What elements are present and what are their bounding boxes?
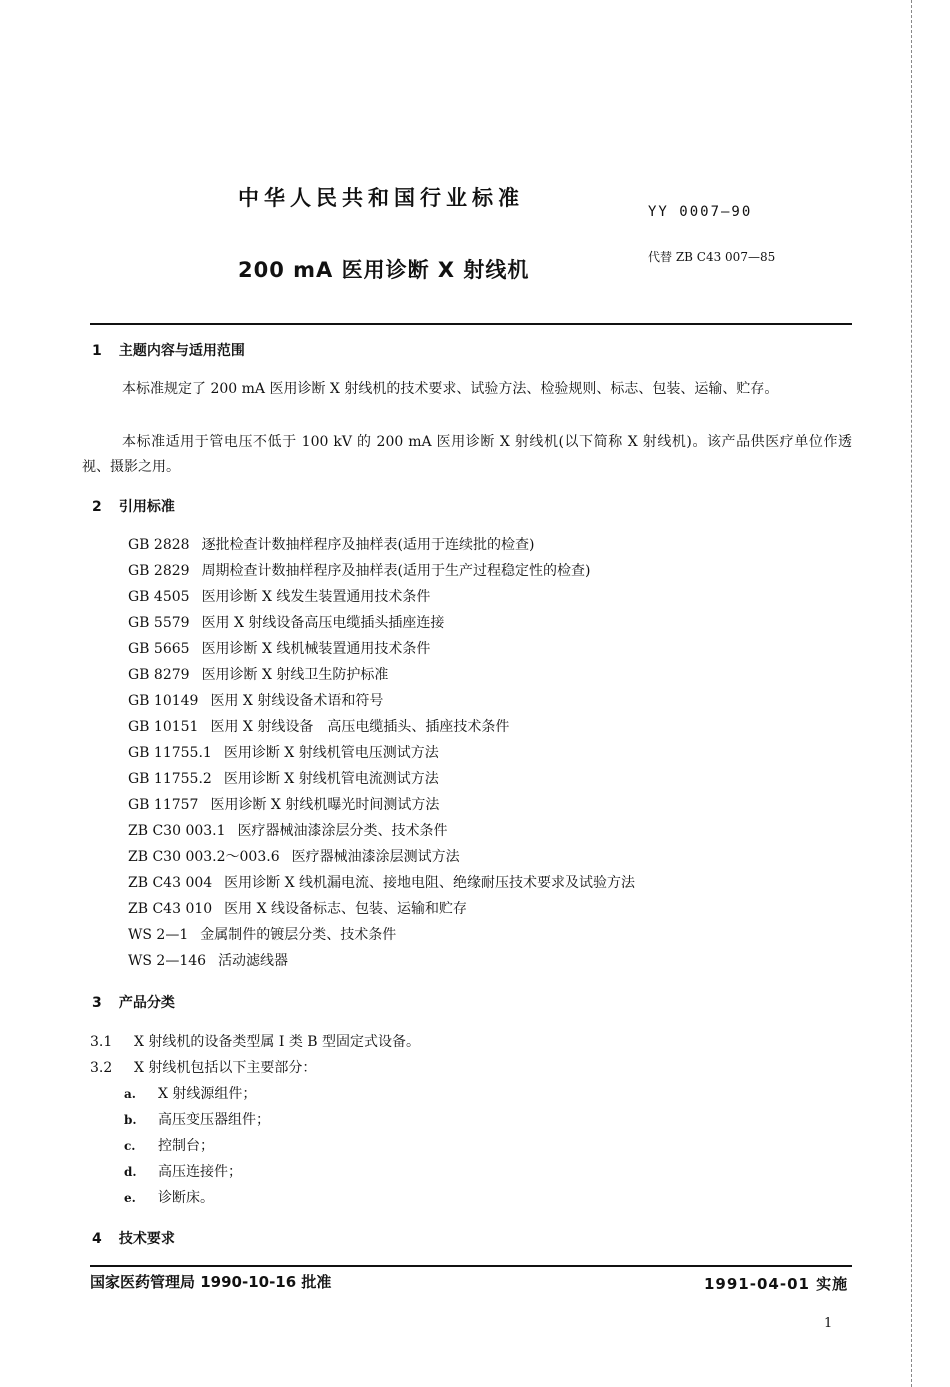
section-1-paragraph: 本标准适用于管电压不低于 100 kV 的 200 mA 医用诊断 X 射线机(以下简称 X 射线机)。该产品供医疗单位作透视、摄影之用。 — [82, 434, 852, 475]
reference-title: 医用诊断 X 射线机管电流测试方法 — [223, 771, 439, 787]
reference-title: 医用诊断 X 射线卫生防护标准 — [201, 667, 389, 683]
subsection-number: 3.2 — [90, 1060, 113, 1076]
list-text: 高压变压器组件； — [158, 1112, 270, 1128]
section-4-heading — [92, 1228, 175, 1248]
document-title: 200 mA 医用诊断 X 射线机 — [238, 258, 530, 282]
reference-title: 医疗器械油漆涂层分类、技术条件 — [237, 823, 448, 839]
reference-code: ZB C30 003.1 — [128, 823, 226, 839]
section-2-heading — [92, 496, 175, 516]
reference-item — [128, 532, 535, 558]
approval-line: 国家医药管理局 1990-10-16 批准 — [90, 1273, 332, 1291]
subsection-3-1 — [90, 1031, 420, 1051]
subsection-number: 3.1 — [90, 1034, 113, 1050]
list-label: d. — [124, 1165, 137, 1179]
list-label: c. — [124, 1139, 136, 1153]
reference-code: GB 11757 — [128, 797, 199, 813]
reference-code: ZB C30 003.2～003.6 — [128, 849, 280, 865]
list-item — [124, 1109, 270, 1129]
section-number: 1 — [92, 343, 102, 359]
reference-item — [128, 818, 448, 844]
reference-item — [128, 792, 439, 818]
effective-date: 1991-04-01 实施 — [704, 1275, 849, 1293]
section-1-paragraph: 本标准规定了 200 mA 医用诊断 X 射线机的技术要求、试验方法、检验规则、标志、包装、运输、贮存。 — [122, 381, 779, 397]
reference-code: GB 2828 — [128, 537, 190, 553]
reference-code: GB 4505 — [128, 589, 190, 605]
reference-title: 医用诊断 X 射线机管电压测试方法 — [223, 745, 439, 761]
reference-title: 周期检查计数抽样程序及抽样表(适用于生产过程稳定性的检查) — [201, 563, 591, 579]
reference-title: 医用诊断 X 线机漏电流、接地电阻、绝缘耐压技术要求及试验方法 — [224, 875, 636, 891]
reference-title: 医用诊断 X 线发生装置通用技术条件 — [201, 589, 431, 605]
reference-code: GB 11755.1 — [128, 745, 212, 761]
reference-title: 医用 X 射线设备 高压电缆插头、插座技术条件 — [210, 719, 510, 735]
list-text: 诊断床。 — [158, 1190, 214, 1206]
reference-item — [128, 922, 396, 948]
reference-title: 医用诊断 X 线机械装置通用技术条件 — [201, 641, 431, 657]
reference-code: GB 5579 — [128, 615, 190, 631]
section-1-heading — [92, 340, 245, 360]
reference-title: 逐批检查计数抽样程序及抽样表(适用于连续批的检查) — [201, 537, 535, 553]
reference-title: 医用诊断 X 射线机曝光时间测试方法 — [210, 797, 440, 813]
standard-code: YY 0007—90 — [648, 204, 753, 220]
list-label: e. — [124, 1191, 136, 1205]
reference-item — [128, 714, 509, 740]
list-item — [124, 1135, 214, 1155]
footer-divider — [90, 1265, 852, 1267]
reference-item — [128, 636, 430, 662]
reference-title: 医用 X 射线设备高压电缆插头插座连接 — [201, 615, 445, 631]
list-item — [124, 1161, 242, 1181]
reference-item — [128, 740, 439, 766]
reference-code: ZB C43 010 — [128, 901, 213, 917]
section-3-heading — [92, 992, 175, 1012]
reference-title: 金属制件的镀层分类、技术条件 — [200, 927, 397, 943]
reference-title: 医用 X 射线设备术语和符号 — [210, 693, 384, 709]
reference-item — [128, 844, 460, 870]
reference-code: GB 10151 — [128, 719, 199, 735]
reference-item — [128, 766, 439, 792]
reference-item — [128, 688, 383, 714]
list-label: b. — [124, 1113, 137, 1127]
section-title: 引用标准 — [118, 499, 175, 515]
replaces-standard: 代替 ZB C43 007—85 — [648, 250, 776, 264]
reference-code: GB 11755.2 — [128, 771, 212, 787]
header-divider — [90, 323, 852, 325]
page-number: 1 — [824, 1316, 833, 1331]
page-edge — [911, 0, 912, 1387]
reference-item — [128, 948, 288, 974]
reference-code: WS 2—146 — [128, 953, 207, 969]
section-number: 3 — [92, 995, 102, 1011]
section-number: 4 — [92, 1231, 102, 1247]
standard-org: 中华人民共和国行业标准 — [238, 186, 524, 210]
reference-item — [128, 896, 467, 922]
section-title: 产品分类 — [118, 995, 175, 1011]
section-title: 技术要求 — [118, 1231, 175, 1247]
subsection-text: X 射线机包括以下主要部分： — [134, 1060, 317, 1076]
reference-title: 活动滤线器 — [218, 953, 289, 969]
reference-code: WS 2—1 — [128, 927, 189, 943]
reference-title: 医用 X 线设备标志、包装、运输和贮存 — [224, 901, 468, 917]
list-item — [124, 1083, 256, 1103]
subsection-text: X 射线机的设备类型属 I 类 B 型固定式设备。 — [134, 1034, 421, 1050]
list-item — [124, 1187, 214, 1207]
reference-code: GB 8279 — [128, 667, 190, 683]
section-number: 2 — [92, 499, 102, 515]
subsection-3-2 — [90, 1057, 316, 1077]
reference-code: GB 5665 — [128, 641, 190, 657]
section-title: 主题内容与适用范围 — [118, 343, 245, 359]
reference-code: GB 10149 — [128, 693, 199, 709]
reference-item — [128, 662, 388, 688]
list-text: X 射线源组件； — [158, 1086, 257, 1102]
list-label: a. — [124, 1087, 136, 1101]
reference-code: ZB C43 004 — [128, 875, 213, 891]
reference-code: GB 2829 — [128, 563, 190, 579]
reference-item — [128, 558, 591, 584]
list-text: 高压连接件； — [158, 1164, 242, 1180]
reference-title: 医疗器械油漆涂层测试方法 — [291, 849, 460, 865]
reference-item — [128, 870, 635, 896]
reference-item — [128, 584, 430, 610]
reference-item — [128, 610, 444, 636]
list-text: 控制台； — [158, 1138, 214, 1154]
